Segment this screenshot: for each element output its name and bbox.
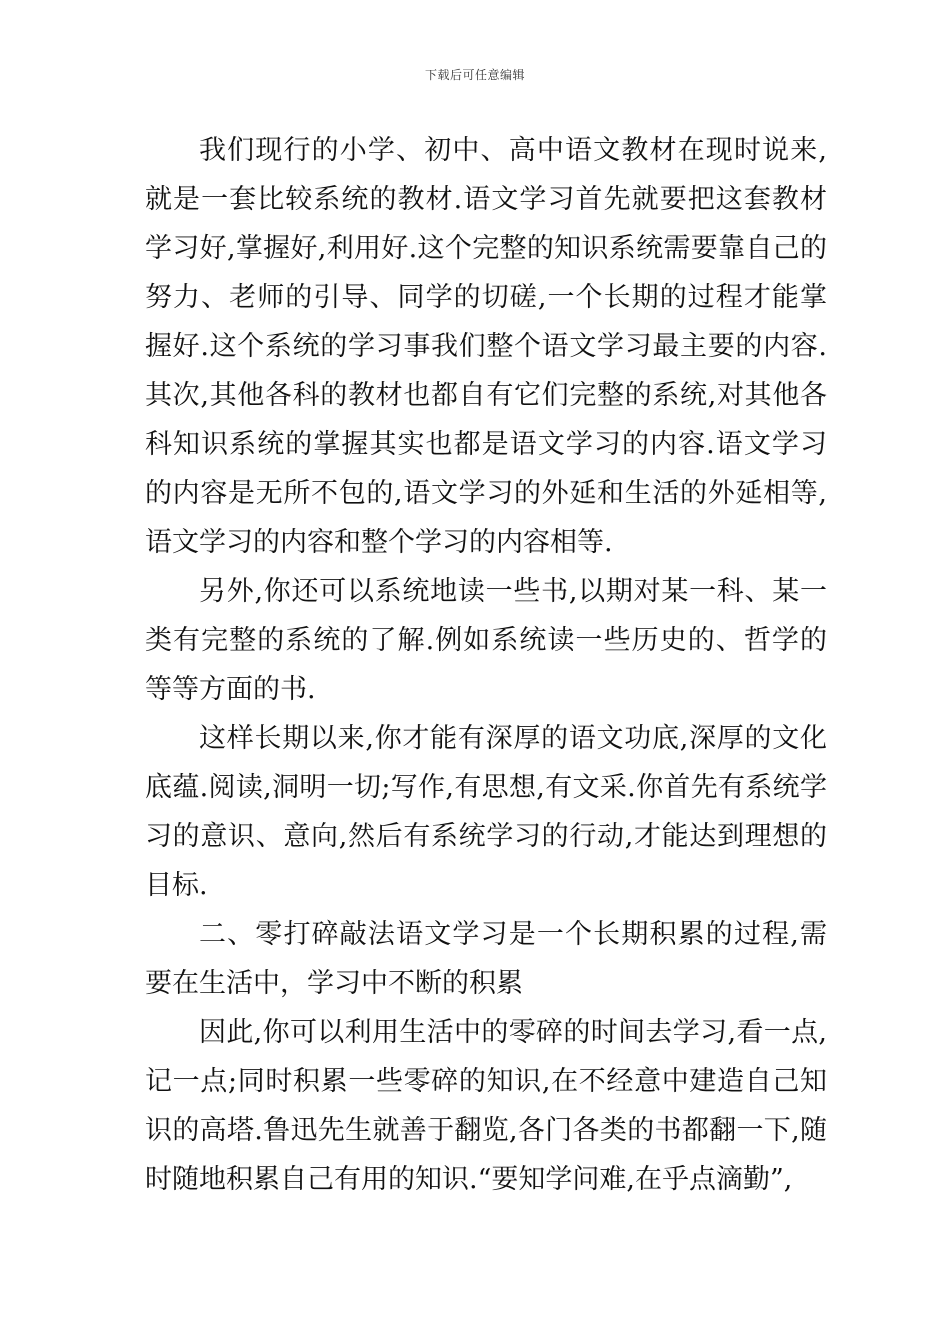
- paragraph-5: 因此,你可以利用生活中的零碎的时间去学习,看一点,记一点;同时积累一些零碎的知识,在不经意中建造自己知识的高塔.鲁迅先生就善于翻览,各门各类的书都翻一下,随时随地积累自己有用的知识.“要知学问难,在乎点滴勤”,: [145, 1017, 827, 1195]
- paragraph-3: 这样长期以来,你才能有深厚的语文功底,深厚的文化底蕴.阅读,洞明一切;写作,有思想,有文采.你首先有系统学习的意识、意向,然后有系统学习的行动,才能达到理想的目标.: [145, 723, 827, 901]
- paragraph-1: 我们现行的小学、初中、高中语文教材在现时说来,就是一套比较系统的教材.语文学习首先就要把这套教材学习好,掌握好,利用好.这个完整的知识系统需要靠自己的努力、老师的引导、同学的切磋,一个长期的过程才能掌握好.这个系统的学习事我们整个语文学习最主要的内容.其次,其他各科的教材也都自有它们完整的系统,对其他各科知识系统的掌握其实也都是语文学习的内容.语文学习的内容是无所不包的,语文学习的外延和生活的外延相等,语文学习的内容和整个学习的内容相等.: [145, 135, 827, 558]
- document-body: [145, 126, 827, 1204]
- page-header-note: 下载后可任意编辑: [424, 68, 525, 82]
- paragraph-4-section-heading: 二、零打碎敲法语文学习是一个长期积累的过程,需要在生活中，学习中不断的积累: [145, 919, 827, 999]
- paragraph-2: 另外,你还可以系统地读一些书,以期对某一科、某一类有完整的系统的了解.例如系统读一些历史的、哲学的等等方面的书.: [145, 576, 827, 705]
